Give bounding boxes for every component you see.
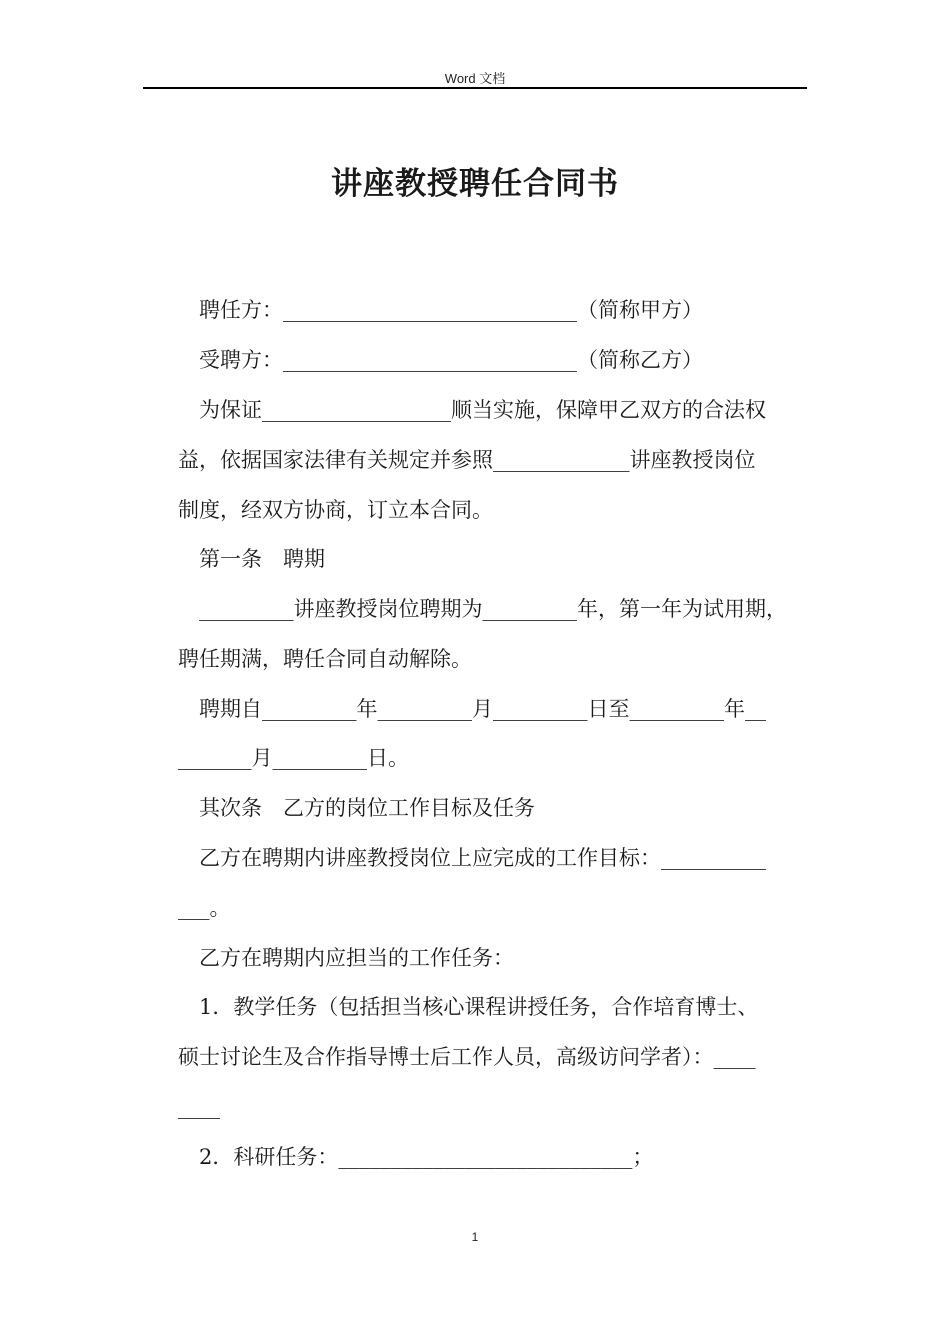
paragraph-line: 乙方在聘期内讲座教授岗位上应完成的工作目标：__________ xyxy=(199,846,766,870)
paragraph-line: 聘期自_________年_________月_________日至_________年__ xyxy=(199,697,766,721)
paragraph-line: 为保证__________________顺当实施，保障甲乙双方的合法权 xyxy=(199,398,766,422)
paragraph-line: 聘任方：____________________________（简称甲方） xyxy=(199,298,703,322)
paragraph-line: _________讲座教授岗位聘期为_________年，第一年为试用期， xyxy=(199,597,787,621)
paragraph-line: 乙方在聘期内应担当的工作任务： xyxy=(199,946,514,970)
list-item: 2．科研任务：____________________________； xyxy=(199,1145,654,1169)
section-heading: 第一条 聘期 xyxy=(199,547,325,571)
header-divider xyxy=(143,87,807,89)
paragraph-line: ___。 xyxy=(178,896,231,920)
page-number: 1 xyxy=(471,1230,479,1244)
paragraph-line: ____ xyxy=(178,1095,220,1119)
paragraph-line: 硕士讨论生及合作指导博士后工作人员，高级访问学者）：____ xyxy=(178,1045,756,1069)
paragraph-line: 受聘方：____________________________（简称乙方） xyxy=(199,348,703,372)
section-heading: 其次条 乙方的岗位工作目标及任务 xyxy=(199,796,535,820)
paragraph-line: 益，依据国家法律有关规定并参照_____________讲座教授岗位 xyxy=(178,448,756,472)
paragraph-line: 聘任期满，聘任合同自动解除。 xyxy=(178,647,472,671)
document-title: 讲座教授聘任合同书 xyxy=(331,166,619,202)
list-item: 1．教学任务（包括担当核心课程讲授任务，合作培育博士、 xyxy=(199,995,759,1019)
paragraph-line: 制度，经双方协商，订立本合同。 xyxy=(178,498,493,522)
paragraph-line: _______月_________日。 xyxy=(178,746,409,770)
page-header: Word 文档 xyxy=(444,71,506,86)
